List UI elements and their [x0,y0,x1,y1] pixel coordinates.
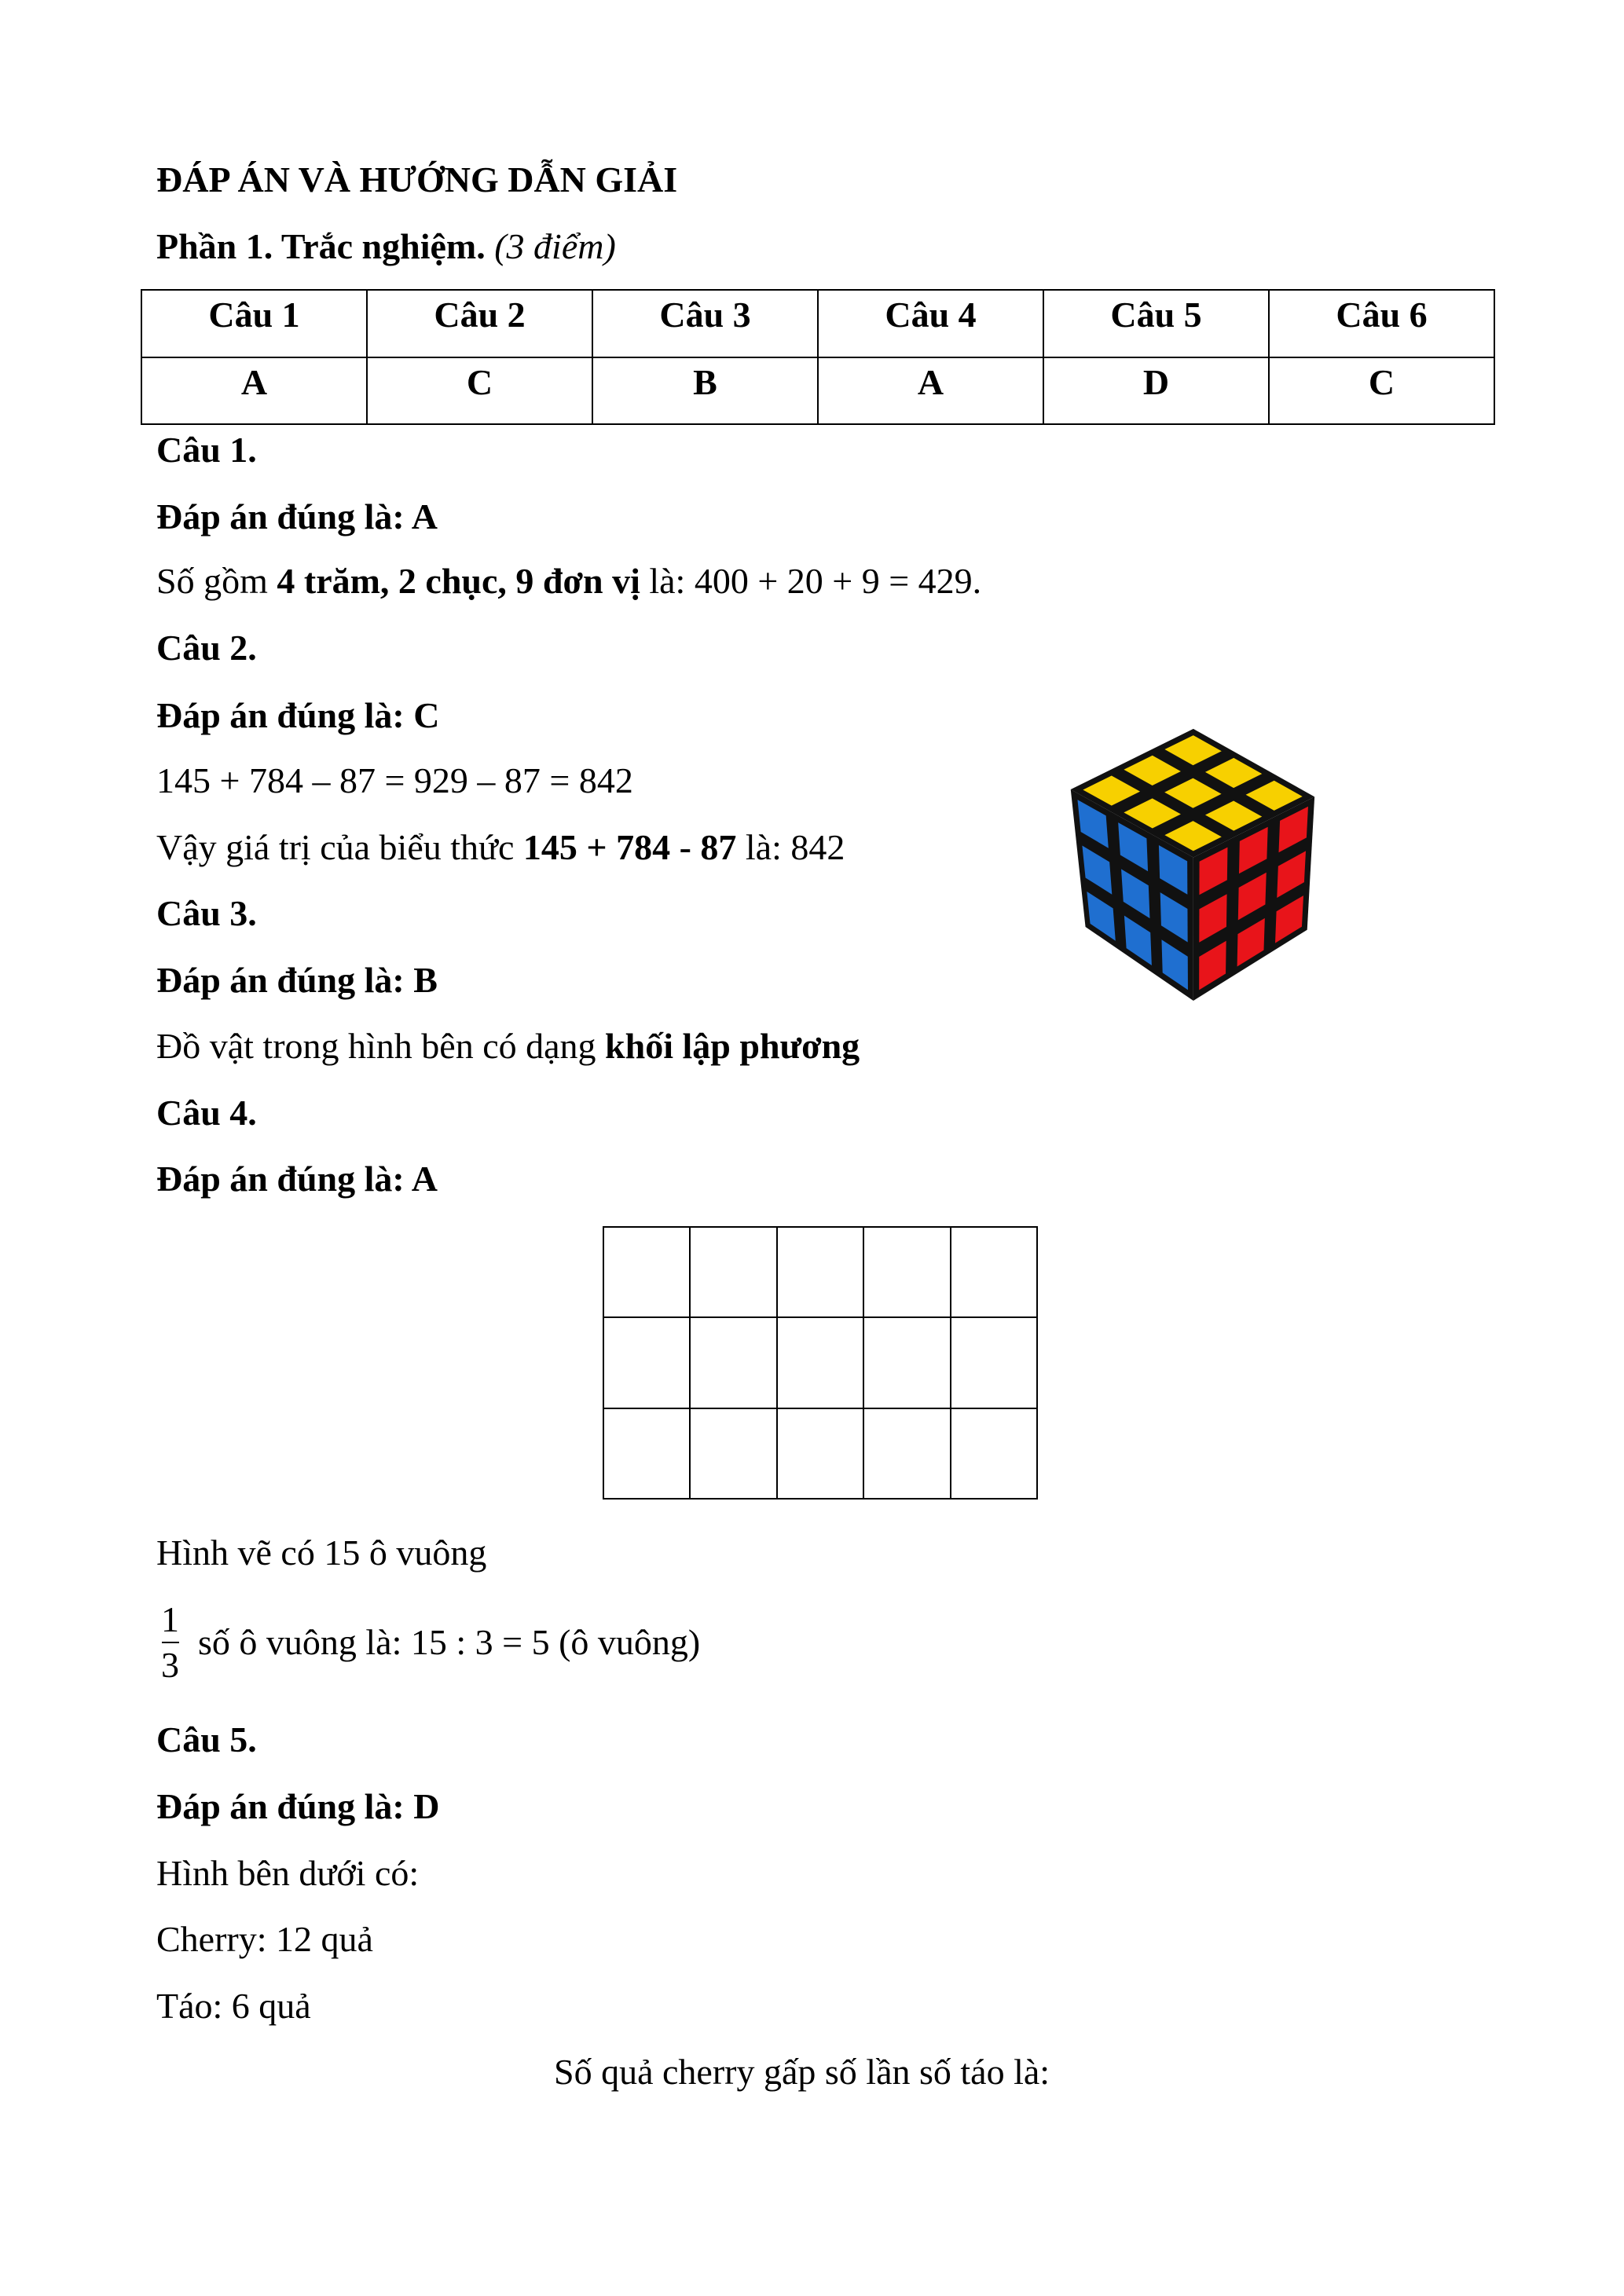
q1-heading: Câu 1. [156,430,257,470]
q4-fraction-text: số ô vuông là: 15 : 3 = 5 (ô vuông) [198,1622,701,1662]
grid-cell [690,1317,776,1408]
q3-explanation [156,1023,860,1070]
part1-points: (3 điểm) [494,226,616,266]
grid-cell [777,1227,863,1317]
q5-question: Số quả cherry gấp số lần số táo là: [554,2052,1050,2092]
q1-answer: Đáp án đúng là: A [156,496,438,536]
q5-cherry: Cherry: 12 quả [156,1919,373,1959]
answer-table-row [141,357,1494,425]
text: là: 400 + 20 + 9 = 429. [640,561,982,601]
q5-answer: Đáp án đúng là: D [156,1786,440,1826]
answer-cell: B [592,357,818,425]
grid-cell [603,1317,690,1408]
q5-intro: Hình bên dưới có: [156,1853,420,1893]
header-cell: Câu 1 [141,290,367,357]
fraction-bar [162,1642,179,1643]
square-grid-figure [603,1226,1038,1500]
q4-count: Hình vẽ có 15 ô vuông [156,1532,487,1573]
answer-cell: C [367,357,592,425]
q2-calc: 145 + 784 – 87 = 929 – 87 = 842 [156,760,633,800]
grid-cell [603,1227,690,1317]
q3-answer: Đáp án đúng là: B [156,960,438,1000]
grid-cell [951,1317,1037,1408]
text: Vậy giá trị của biểu thức [156,827,523,867]
grid-cell [777,1408,863,1499]
grid-cell [690,1408,776,1499]
answer-table-header-row [141,290,1494,357]
text: Đồ vật trong hình bên có dạng [156,1026,606,1066]
q2-explanation [156,824,845,871]
grid-cell [863,1408,950,1499]
q4-heading: Câu 4. [156,1093,257,1133]
q5-apple: Táo: 6 quả [156,1986,311,2026]
part1-heading [156,223,616,270]
fraction [161,1599,179,1686]
q2-answer: Đáp án đúng là: C [156,695,440,735]
grid-cell [690,1227,776,1317]
fraction-denominator: 3 [161,1645,179,1685]
bold-text: 4 trăm, 2 chục, 9 đơn vị [277,561,640,601]
grid-cell [863,1317,950,1408]
q5-heading: Câu 5. [156,1719,257,1760]
q1-explanation [156,558,981,605]
grid-cell [951,1408,1037,1499]
header-cell: Câu 5 [1043,290,1269,357]
q2-heading: Câu 2. [156,628,257,668]
grid-cell [951,1227,1037,1317]
header-cell: Câu 3 [592,290,818,357]
text: Số gồm [156,561,277,601]
grid-cell [777,1317,863,1408]
answer-cell: A [818,357,1043,425]
answer-table [141,289,1495,425]
header-cell: Câu 4 [818,290,1043,357]
q3-heading: Câu 3. [156,893,257,933]
answer-cell: A [141,357,367,425]
answer-cell: C [1269,357,1494,425]
q4-answer: Đáp án đúng là: A [156,1159,438,1199]
header-cell: Câu 2 [367,290,592,357]
rubiks-cube-image [1066,727,1318,1001]
page-title: ĐÁP ÁN VÀ HƯỚNG DẪN GIẢI [156,159,678,200]
part1-label: Phần 1. Trắc nghiệm. [156,226,486,266]
fraction-numerator: 1 [161,1599,179,1639]
bold-text: khối lập phương [605,1026,860,1066]
grid-cell [863,1227,950,1317]
header-cell: Câu 6 [1269,290,1494,357]
text: là: 842 [736,827,845,867]
grid-cell [603,1408,690,1499]
bold-text: 145 + 784 - 87 [522,827,737,867]
answer-cell: D [1043,357,1269,425]
